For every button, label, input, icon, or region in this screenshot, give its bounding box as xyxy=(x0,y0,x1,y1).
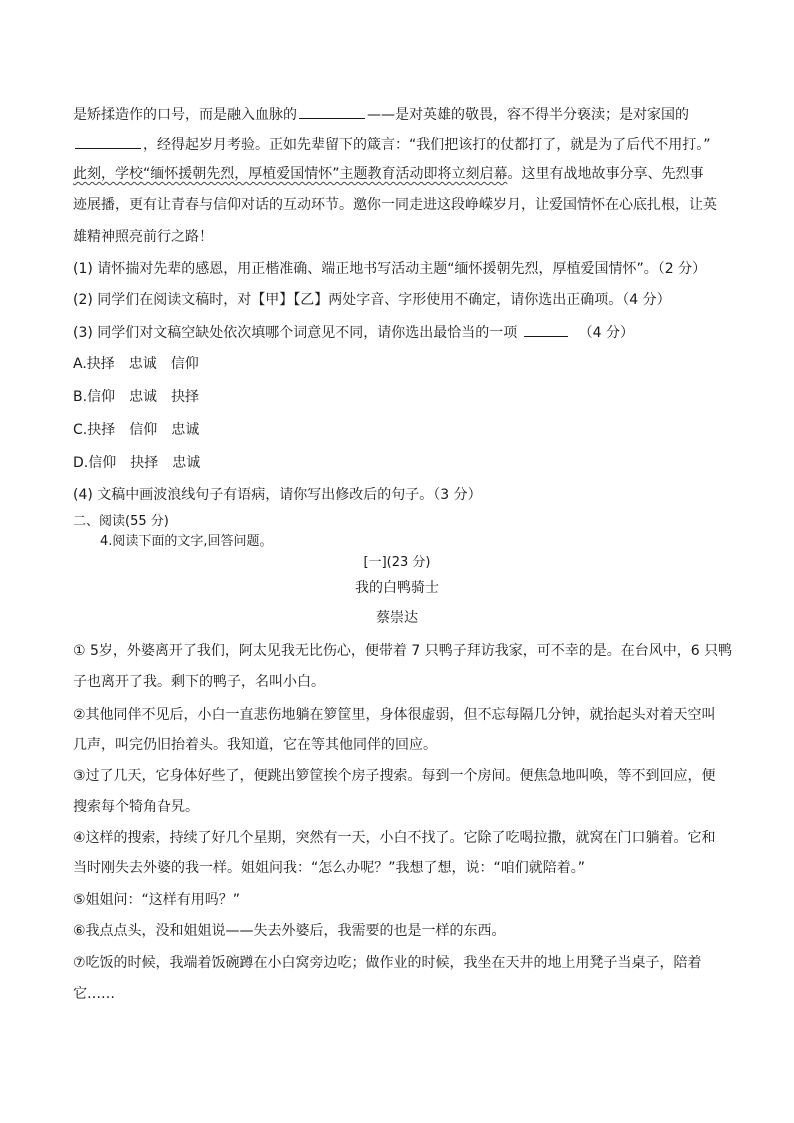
paragraph-line-1 xyxy=(73,104,689,125)
fill-blank-2 xyxy=(75,134,141,149)
text: 。这里有战地故事分享、先烈事 xyxy=(507,166,704,182)
option-word: 忠诚 xyxy=(128,356,157,372)
story-paragraph-4a: ④这样的搜索，持续了好几个星期，突然有一天，小白不找了。它除了吃喝拉撒，就窝在门口躺着。它和 xyxy=(73,830,716,846)
part-label: [一](23 分) xyxy=(363,555,431,570)
section-heading: 二、阅读(55 分) xyxy=(73,514,169,529)
story-paragraph-7a: ⑦吃饭的时候，我端着饭碗蹲在小白窝旁边吃；做作业的时候，我坐在天井的地上用凳子当桌子，陪着 xyxy=(73,955,702,971)
option-c xyxy=(73,420,199,440)
story-paragraph-5: ⑤姐姐问：“这样有用吗？” xyxy=(73,892,241,908)
option-word: 忠诚 xyxy=(171,422,200,438)
option-word: 抉择 xyxy=(130,455,159,471)
option-word: 抉择 xyxy=(171,389,200,405)
option-word: 抉择 xyxy=(86,356,115,372)
question-4: (4) 文稿中画波浪线句子有语病，请你写出修改后的句子。（3 分） xyxy=(73,487,482,503)
option-word: 忠诚 xyxy=(129,389,158,405)
paragraph-line-3 xyxy=(73,164,704,184)
option-word: 信仰 xyxy=(88,455,117,471)
story-paragraph-2a: ②其他同伴不见后，小白一直悲伤地躺在箩筐里，身体很虚弱，但不忘每隔几分钟，就抬起头对着天空叫 xyxy=(73,707,716,723)
fill-blank-1 xyxy=(299,104,365,119)
option-d xyxy=(73,453,200,473)
option-word: 信仰 xyxy=(129,422,158,438)
option-word: 忠诚 xyxy=(172,455,201,471)
story-paragraph-3a: ③过了几天，它身体好些了，便跳出箩筐挨个房子搜索。每到一个房间。便焦急地叫唤，等不到回应，便 xyxy=(73,768,716,784)
story-paragraph-1a: ① 5岁，外婆离开了我们，阿太见我无比伤心，便带着 7 只鸭子拜访我家，可不幸的是。在台风中，6 只鸭 xyxy=(73,643,733,659)
story-title: 我的白鸭骑士 xyxy=(355,580,439,596)
question-3 xyxy=(73,322,634,343)
story-paragraph-6: ⑥我点点头，没和姐姐说——失去外婆后，我需要的也是一样的东西。 xyxy=(73,923,506,939)
option-label: D. xyxy=(73,455,89,471)
story-paragraph-3b: 搜索每个犄角旮旯。 xyxy=(73,799,199,815)
story-paragraph-7b: 它…… xyxy=(73,986,115,1002)
story-author: 蔡崇达 xyxy=(376,610,418,626)
option-label: C. xyxy=(73,422,88,438)
option-word: 抉择 xyxy=(87,422,116,438)
text: ——是对英雄的敬畏，容不得半分亵渎；是对家国的 xyxy=(367,107,689,123)
option-label: B. xyxy=(73,389,88,405)
text: ，经得起岁月考验。正如先辈留下的箴言：“我们把该打的仗都打了，就是为了后代不用打。” xyxy=(143,137,711,153)
paragraph-line-4: 迹展播，更有让青春与信仰对话的互动环节。邀你一同走进这段峥嵘岁月，让爱国情怀在心底扎根，让英 xyxy=(73,197,717,213)
answer-blank xyxy=(524,322,568,337)
option-word: 信仰 xyxy=(87,389,116,405)
option-word: 信仰 xyxy=(170,356,199,372)
question-2: (2) 同学们在阅读文稿时，对【甲】【乙】两处字音、字形使用不确定，请你选出正确项。（4 分） xyxy=(73,292,671,308)
option-a xyxy=(73,354,199,374)
text: (3) 同学们对文稿空缺处依次填哪个词意见不同，请你选出最恰当的一项 xyxy=(73,325,518,341)
paragraph-line-2 xyxy=(73,134,711,155)
text: （4 分） xyxy=(578,325,634,341)
story-paragraph-2b: 几声，叫完仍旧抬着头。我知道，它在等其他同伴的回应。 xyxy=(73,737,437,753)
option-label: A. xyxy=(73,356,87,372)
story-paragraph-4b: 当时刚失去外婆的我一样。姐姐问我：“怎么办呢？”我想了想，说：“咱们就陪着。” xyxy=(73,860,586,876)
story-paragraph-1b: 子也离开了我。剩下的鸭子，名叫小白。 xyxy=(73,674,325,690)
option-b xyxy=(73,387,199,407)
paragraph-line-5: 雄精神照亮前行之路！ xyxy=(73,229,213,245)
text: 是矫揉造作的口号，而是融入血脉的 xyxy=(73,107,297,123)
question-1: (1) 请怀揣对先辈的感恩，用正楷准确、端正地书写活动主题“缅怀援朝先烈，厚植爱国情怀”。（2 分） xyxy=(73,261,707,277)
wavy-underlined-sentence: 此刻，学校“缅怀援朝先烈，厚植爱国情怀”主题教育活动即将立刻启幕 xyxy=(73,166,508,182)
section-instruction: 4.阅读下面的文字,回答问题。 xyxy=(100,534,273,549)
